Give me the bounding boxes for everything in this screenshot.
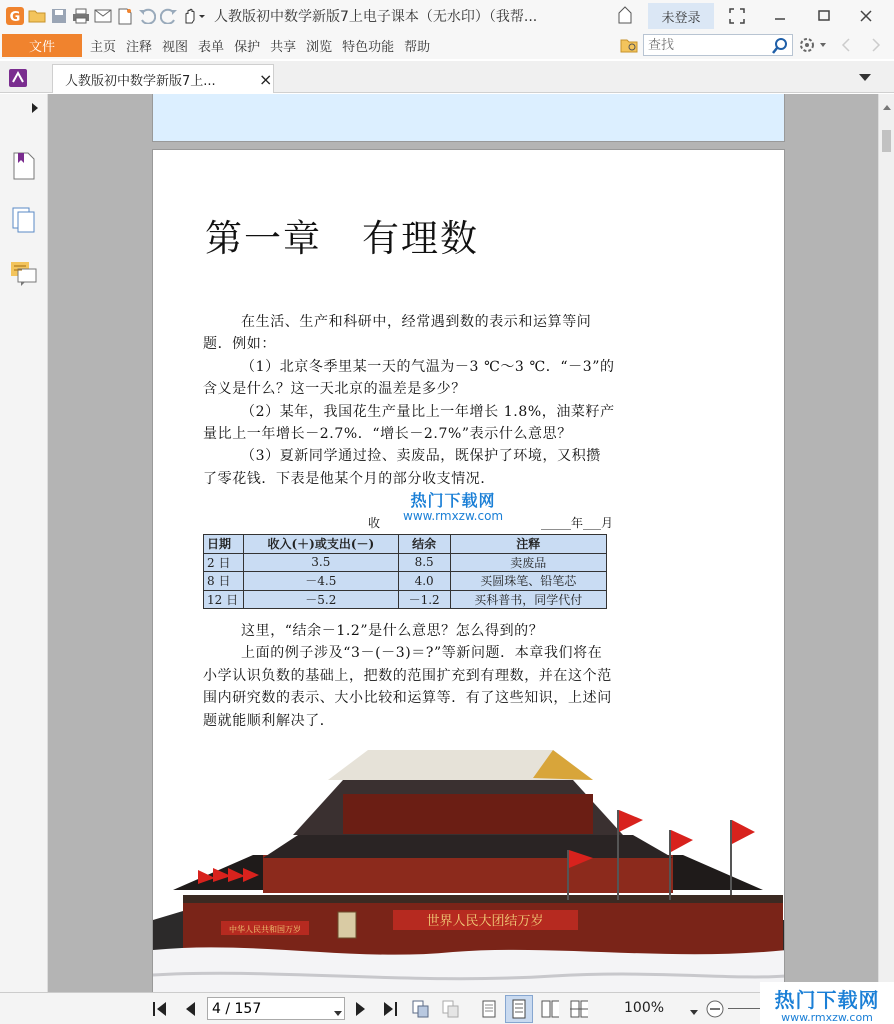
table-row	[204, 553, 607, 572]
table-cell: －1.2	[398, 590, 450, 609]
intro-paragraphs	[203, 311, 615, 490]
page-dropdown-icon[interactable]	[334, 1006, 342, 1021]
table-cell: 3.5	[244, 553, 399, 572]
single-page-icon[interactable]	[480, 1000, 498, 1018]
scroll-thumb[interactable]	[882, 130, 891, 152]
table-cell: 4.0	[398, 572, 450, 591]
zoom-out-icon[interactable]	[705, 999, 725, 1023]
window-title: 人教版初中数学新版7上电子课本（无水印）（我帮...	[214, 9, 538, 25]
navigation-sidebar	[0, 94, 48, 992]
paragraph: 上面的例子涉及“3－(－3)＝?”等新问题．本章我们将在小学认识负数的基础上，把数的范围扩充到有理数，并在这个范围内研究数的表示、大小比较和运算等．有了这些知识，上述问题就能顺利解决了．	[203, 645, 612, 729]
zoom-slider[interactable]	[728, 1008, 760, 1009]
reader-logo-icon	[8, 68, 28, 92]
document-page	[152, 149, 785, 992]
menu-browse[interactable]: 浏览	[306, 40, 333, 55]
document-tab[interactable]	[52, 64, 274, 93]
document-viewer[interactable]	[48, 94, 878, 992]
previous-page-icon[interactable]	[181, 1000, 199, 1018]
menu-share[interactable]: 共享	[270, 40, 297, 55]
paragraph: （3）夏新同学通过捡、卖废品，既保护了环境，又积攒了零花钱．下表是他某个月的部分收支情况．	[203, 448, 601, 487]
minimize-icon[interactable]	[766, 4, 794, 28]
chapter-number: 第一章	[205, 217, 322, 260]
close-window-icon[interactable]	[852, 4, 880, 28]
comments-panel-icon[interactable]	[10, 260, 38, 288]
chapter-name: 有理数	[362, 217, 479, 260]
table-cell: 2 日	[204, 553, 244, 572]
table-cell: －5.2	[244, 590, 399, 609]
watermark-badge-url: www.rmxzw.com	[781, 1011, 873, 1024]
tab-list-dropdown-icon[interactable]	[858, 71, 872, 86]
paragraph: （1）北京冬季里某一天的气温为－3 ℃～3 ℃．“－3”的含义是什么？这一天北京的温差是多少？	[203, 358, 615, 398]
table-caption-label: 收	[368, 516, 381, 530]
watermark-title: 热门下载网	[410, 491, 496, 510]
settings-icon[interactable]	[798, 36, 828, 58]
menu-features[interactable]: 特色功能	[342, 40, 395, 55]
save-icon[interactable]	[48, 5, 70, 27]
table-header: 注释	[450, 535, 606, 554]
photo-banner-right: 世界人民大团结万岁	[426, 914, 544, 929]
watermark-badge	[760, 982, 894, 1024]
table-cell: 买科普书，同学代付	[450, 590, 606, 609]
undo-icon[interactable]	[136, 5, 158, 27]
menu-bar	[0, 32, 894, 59]
continuous-facing-icon[interactable]	[570, 1000, 588, 1018]
document-tab-bar	[0, 61, 894, 93]
table-header: 结余	[398, 535, 450, 554]
tiananmen-photo	[153, 740, 785, 992]
page-thumbnails-icon[interactable]	[10, 206, 38, 234]
watermark-badge-title: 热门下载网	[774, 988, 880, 1012]
menu-comment[interactable]: 注释	[126, 40, 153, 55]
page-number-input[interactable]	[207, 997, 345, 1020]
new-document-icon[interactable]	[114, 5, 136, 27]
email-icon[interactable]	[92, 5, 114, 27]
file-menu[interactable]: 文件	[2, 34, 82, 57]
previous-view-icon[interactable]	[412, 1000, 430, 1018]
hand-tool-icon[interactable]	[180, 5, 208, 27]
table-month: ___月	[582, 516, 613, 530]
table-cell: 卖废品	[450, 553, 606, 572]
fullscreen-icon[interactable]	[723, 4, 751, 28]
close-tab-icon[interactable]: ×	[259, 69, 273, 89]
previous-page-bottom	[152, 94, 785, 142]
table-year: _____年	[540, 516, 583, 530]
continuous-page-icon[interactable]	[505, 995, 533, 1023]
table-header: 日期	[204, 535, 244, 554]
table-cell: －4.5	[244, 572, 399, 591]
menu-protect[interactable]: 保护	[234, 40, 261, 55]
table-cell: 买圆珠笔、铅笔芯	[450, 572, 606, 591]
last-page-icon[interactable]	[381, 1000, 399, 1018]
table-caption	[368, 514, 613, 531]
menu-home[interactable]: 主页	[90, 40, 117, 55]
maximize-icon[interactable]	[810, 4, 838, 28]
skin-icon[interactable]	[614, 4, 636, 26]
table-cell: 12 日	[204, 590, 244, 609]
zoom-level[interactable]: 100%	[624, 1000, 665, 1016]
prev-result-icon[interactable]	[840, 37, 852, 57]
chapter-title	[205, 208, 519, 262]
menu-view[interactable]: 视图	[162, 40, 189, 55]
vertical-scrollbar[interactable]	[878, 94, 894, 992]
table-cell: 8 日	[204, 572, 244, 591]
bookmark-panel-icon[interactable]	[10, 152, 38, 180]
income-expense-table	[203, 534, 607, 609]
paragraph: （2）某年，我国花生产量比上一年增长 1.8%，油菜籽产量比上一年增长－2.7%．“增长－2.7%”表示什么意思？	[203, 403, 615, 443]
table-header-row	[204, 535, 607, 554]
facing-pages-icon[interactable]	[541, 1000, 559, 1018]
closing-paragraphs	[203, 620, 615, 732]
table-row	[204, 572, 607, 591]
paragraph: 在生活、生产和科研中，经常遇到数的表示和运算等问题．例如：	[203, 314, 592, 353]
login-button[interactable]: 未登录	[648, 3, 714, 29]
menu-form[interactable]: 表单	[198, 40, 225, 55]
table-row	[204, 590, 607, 609]
open-folder-icon[interactable]	[26, 5, 48, 27]
scroll-up-icon[interactable]	[882, 100, 892, 115]
svg-text:G: G	[9, 10, 21, 25]
paragraph: 这里，“结余－1.2”是什么意思？怎么得到的？	[241, 623, 544, 639]
app-logo-icon[interactable]	[4, 5, 26, 27]
menu-help[interactable]: 帮助	[404, 40, 431, 55]
expand-sidebar-icon[interactable]	[30, 102, 40, 118]
table-caption-date	[541, 514, 613, 531]
print-icon[interactable]	[70, 5, 92, 27]
table-cell: 8.5	[398, 553, 450, 572]
zoom-dropdown-icon[interactable]	[690, 1005, 698, 1020]
photo-banner-left: 中华人民共和国万岁	[229, 925, 301, 934]
next-page-icon[interactable]	[352, 1000, 370, 1018]
first-page-icon[interactable]	[151, 1000, 169, 1018]
find-folder-icon[interactable]	[620, 36, 638, 58]
watermark-url: www.rmxzw.com	[403, 509, 504, 523]
document-tab-label: 人教版初中数学新版7上...	[65, 73, 216, 89]
table-header: 收入(＋)或支出(－)	[244, 535, 399, 554]
next-view-icon[interactable]	[442, 1000, 460, 1018]
redo-icon[interactable]	[158, 5, 180, 27]
next-result-icon[interactable]	[870, 37, 882, 57]
search-icon[interactable]	[771, 37, 789, 59]
title-bar	[0, 0, 894, 32]
